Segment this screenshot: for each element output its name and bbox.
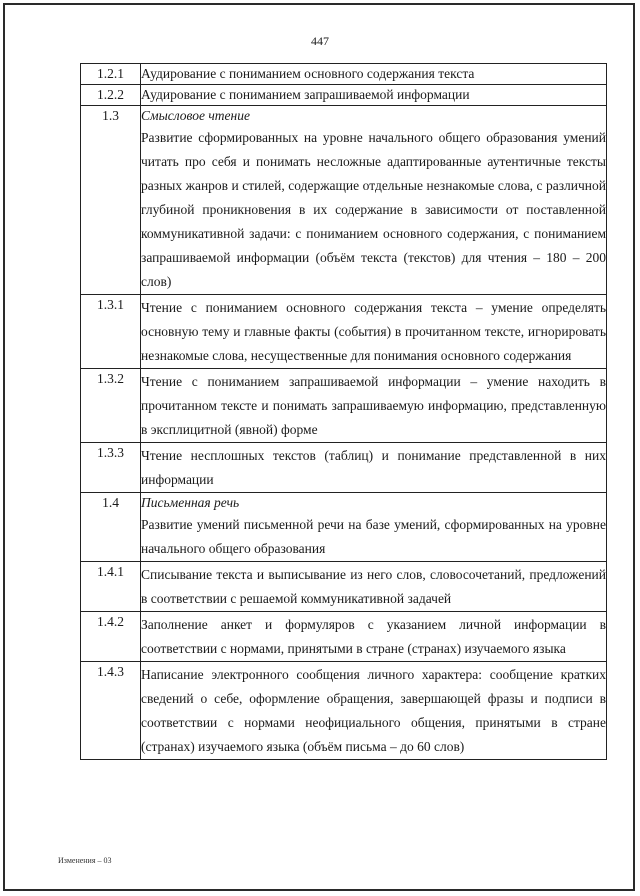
- section-heading: Письменная речь: [141, 495, 240, 510]
- row-description: [141, 369, 607, 443]
- row-description: [141, 612, 607, 662]
- row-number: 1.4.1: [81, 562, 141, 612]
- row-description: [141, 662, 607, 760]
- curriculum-table: [80, 63, 607, 760]
- row-number: 1.2.2: [81, 85, 141, 106]
- table-row: [81, 493, 607, 562]
- table-row: [81, 443, 607, 493]
- page-number: 447: [311, 34, 329, 48]
- table-row: [81, 295, 607, 369]
- row-text: Написание электронного сообщения личного характера: сообщение кратких сведений о себе, оформление обращения, завершающей фразы и подписи в соответствии с нормами неофициального общения, принятыми в стране (странах) изучаемого языка (объём письма – до 60 слов): [141, 667, 606, 754]
- row-number: 1.3.1: [81, 295, 141, 369]
- row-description: [141, 562, 607, 612]
- row-description: [141, 493, 607, 562]
- footer-revision-note: Изменения – 03: [58, 856, 112, 865]
- row-text: Списывание текста и выписывание из него слов, словосочетаний, предложений в соответствии с решаемой коммуникативной задачей: [141, 567, 606, 606]
- row-text: Чтение с пониманием запрашиваемой информации – умение находить в прочитанном тексте и понимать запрашиваемую информацию, представленную в эксплицитной (явной) форме: [141, 374, 606, 437]
- row-number: 1.3.2: [81, 369, 141, 443]
- row-description: [141, 64, 607, 85]
- table-row: [81, 64, 607, 85]
- row-number: 1.4.2: [81, 612, 141, 662]
- table-row: [81, 106, 607, 295]
- row-description: [141, 443, 607, 493]
- row-description: [141, 295, 607, 369]
- section-heading: Смысловое чтение: [141, 108, 250, 123]
- row-text: Аудирование с пониманием запрашиваемой информации: [141, 87, 470, 102]
- row-number: 1.3.3: [81, 443, 141, 493]
- table-row: [81, 662, 607, 760]
- table-row: [81, 562, 607, 612]
- row-number: 1.2.1: [81, 64, 141, 85]
- row-number: 1.3: [81, 106, 141, 295]
- row-text: Аудирование с пониманием основного содержания текста: [141, 66, 475, 81]
- section-text: Развитие умений письменной речи на базе умений, сформированных на уровне начального общего образования: [141, 517, 606, 556]
- row-text: Заполнение анкет и формуляров с указанием личной информации в соответствии с нормами, принятыми в стране (странах) изучаемого языка: [141, 617, 606, 656]
- table-row: [81, 369, 607, 443]
- table-row: [81, 612, 607, 662]
- section-text: Развитие сформированных на уровне начального общего образования умений читать про себя и понимать несложные адаптированные аутентичные тексты разных жанров и стилей, содержащие отдельные незнакомые слова, с различной глубиной проникновения в их содержание в зависимости от поставленной коммуникативной задачи: с пониманием основного содержания, с пониманием запрашиваемой информации (объём текста (текстов) для чтения – 180 – 200 слов): [141, 130, 606, 289]
- row-number: 1.4: [81, 493, 141, 562]
- row-text: Чтение несплошных текстов (таблиц) и понимание представленной в них информации: [141, 448, 606, 487]
- row-description: [141, 106, 607, 295]
- row-number: 1.4.3: [81, 662, 141, 760]
- table-row: [81, 85, 607, 106]
- row-description: [141, 85, 607, 106]
- row-text: Чтение с пониманием основного содержания текста – умение определять основную тему и главные факты (события) в прочитанном тексте, игнорировать незнакомые слова, несущественные для понимания основного содержания: [141, 300, 606, 363]
